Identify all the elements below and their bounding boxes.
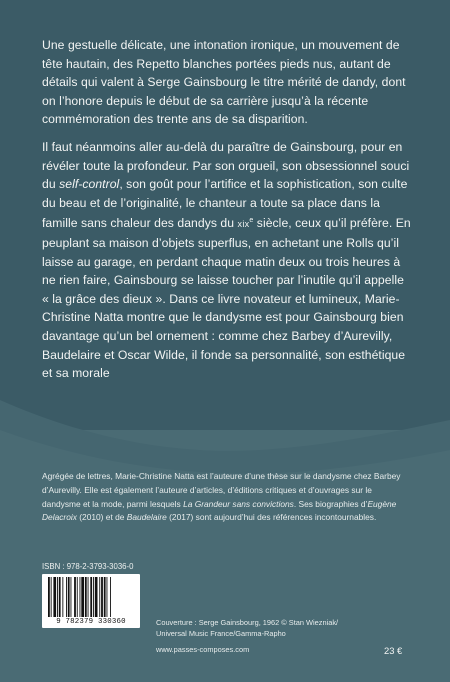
credits-line: Couverture : Serge Gainsbourg, 1962 © Stan Wiezniak/ — [156, 618, 339, 627]
isbn-label: ISBN : 978-2-3793-3036-0 — [42, 562, 134, 571]
bio-text: (2010) et de — [76, 512, 127, 523]
synopsis-text: , son goût pour l’artifice et la sophistication, son culte du beau et de l’originalité, le chanteur a toute sa place dans la famille sans chaleur des dandys du — [42, 177, 408, 231]
synopsis-text: siècle, ceux qu’il préfère. En peuplant sa maison d’objets superflus, en achetant une Rolls qu’il laisse au garage, en perdant chaque matin deux ou trois heures à ne rien faire, Gainsbourg se laisse toucher par l’inutile qu’il appelle « la grâce des dieux ». Dans ce livre novateur et lumineux, Marie-Christine Natta montre que le dandysme est pour Gainsbourg bien davantage qu’un bel ornement : comme chez Barbey d’Aurevilly, Baudelaire et Oscar Wilde, il fonde sa personnalité, son esthétique et sa morale — [42, 216, 411, 381]
book-title: Baudelaire — [126, 512, 167, 523]
author-bio — [42, 470, 412, 525]
synopsis-text: Il faut néanmoins aller au-delà du paraître de Gainsbourg, pour en révéler toute la profondeur. Par son orgueil, son obsessionnel souci du — [42, 140, 410, 192]
barcode — [42, 574, 140, 628]
century-numeral: xix — [237, 219, 250, 230]
bio-text: (2017) sont aujourd’hui des références incontournables. — [166, 512, 377, 523]
synopsis-paragraph-1: Une gestuelle délicate, une intonation ironique, un mouvement de tête hautain, des Repetto blanches portées pieds nus, autant de détails qui valent à Serge Gainsbourg le titre mérité de dandy, dont on l’honore depuis le début de sa carrière jusqu’à la récente commémoration des trente ans de sa disparition. — [42, 38, 406, 127]
book-title: Eugène Delacroix — [42, 498, 397, 523]
emphasis-self-control: self-control — [59, 177, 120, 192]
barcode-digits: 9 782379 330360 — [56, 618, 126, 626]
credits-line: Universal Music France/Gamma-Rapho — [156, 628, 286, 638]
bio-text: . Ses biographies d’ — [293, 498, 368, 509]
cover-credits — [156, 618, 406, 639]
price-label: 23 € — [384, 645, 403, 656]
century-suffix: e — [249, 217, 254, 225]
bio-text: Agrégée de lettres, Marie-Christine Natta est l’auteure d’une thèse sur le dandysme chez Barbey d’Aurevilly. Elle est également l’auteure d’articles, d’éditions critiques et d’ouvrages sur le dandysme et la mode, parmi lesquels — [42, 471, 401, 509]
book-title: La Grandeur sans convictions — [183, 498, 294, 509]
publisher-website[interactable]: www.passes-composes.com — [156, 645, 250, 654]
synopsis-paragraph-2 — [42, 138, 414, 383]
barcode-bars — [46, 577, 136, 617]
